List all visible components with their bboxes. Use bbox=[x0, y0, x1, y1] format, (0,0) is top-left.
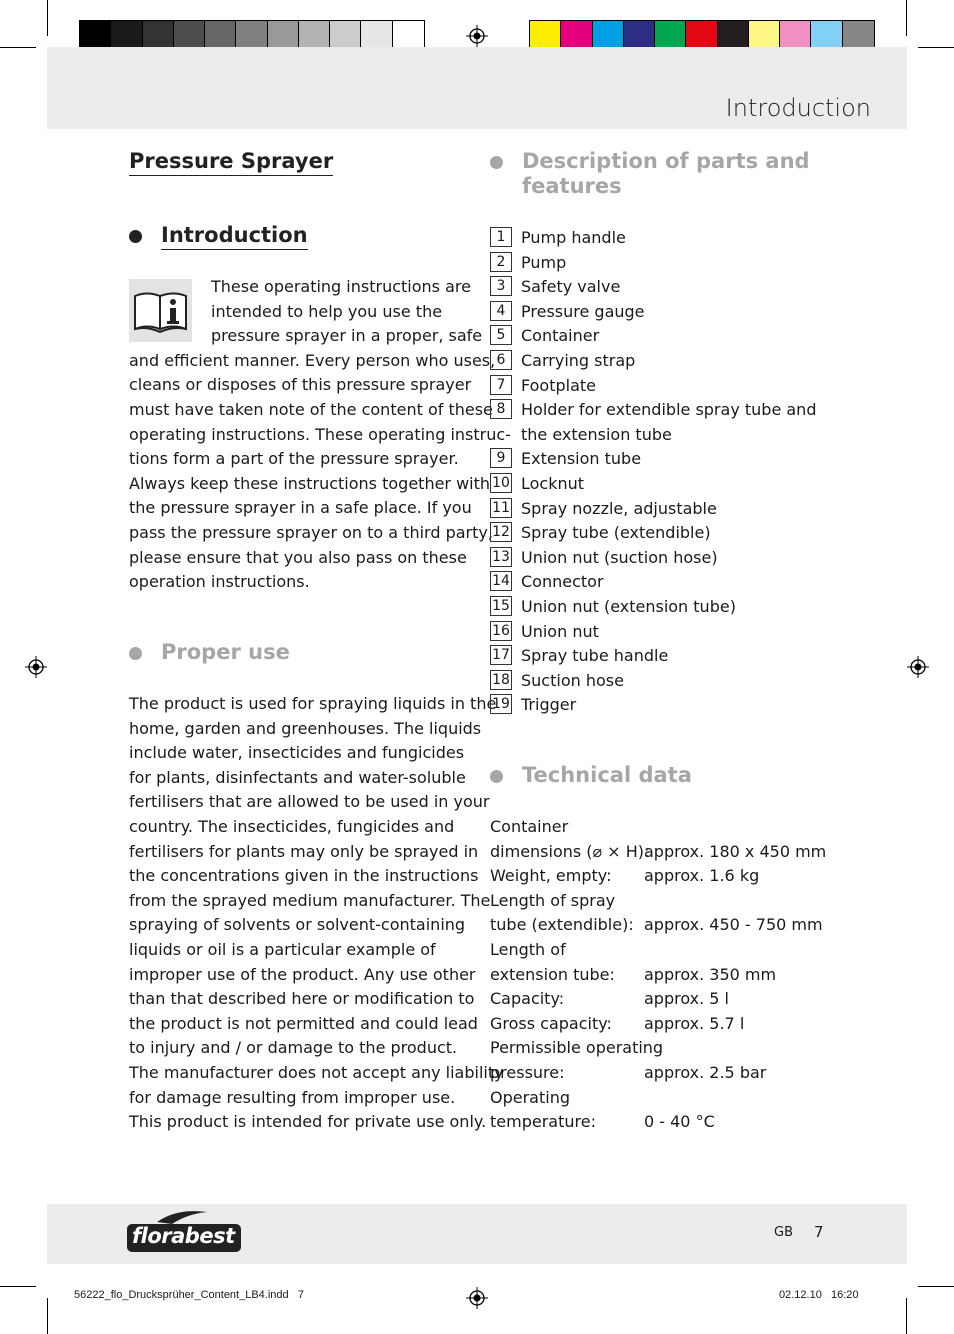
part-number: 11 bbox=[490, 498, 512, 518]
parts-heading-line: Description of parts and bbox=[522, 149, 810, 173]
registration-mark-icon bbox=[907, 656, 929, 678]
part-label-line: Spray tube handle bbox=[521, 646, 669, 666]
crop-mark bbox=[906, 1298, 907, 1334]
crop-mark bbox=[0, 1286, 36, 1287]
text-line: fertilisers that are allowed to be used in your bbox=[129, 792, 490, 812]
text-line: These operating instructions are bbox=[211, 277, 471, 296]
text-line: than that described here or modification to bbox=[129, 989, 475, 1009]
text-line: include water, insecticides and fungicides bbox=[129, 743, 465, 763]
tech-key: Capacity: bbox=[490, 989, 565, 1009]
text-line: for plants, disinfectants and water-soluble bbox=[129, 767, 466, 787]
color-swatch bbox=[393, 21, 424, 49]
color-swatch bbox=[561, 21, 592, 49]
tech-value: approx. 180 x 450 mm bbox=[644, 841, 827, 861]
crop-mark bbox=[906, 0, 907, 36]
table-row bbox=[490, 963, 826, 988]
text-line: Always keep these instructions together with bbox=[129, 473, 491, 493]
part-label bbox=[521, 324, 599, 349]
text-line: pass the pressure sprayer on to a third party, bbox=[129, 522, 493, 542]
page-title: Introduction bbox=[725, 94, 871, 122]
text-line: from the sprayed medium manufacturer. The bbox=[129, 890, 491, 910]
table-row bbox=[490, 815, 826, 840]
table-row bbox=[490, 1036, 826, 1061]
color-swatch bbox=[330, 21, 361, 49]
crop-mark bbox=[47, 0, 48, 36]
part-number: 15 bbox=[490, 596, 512, 616]
list-item bbox=[490, 521, 816, 546]
color-swatch bbox=[686, 21, 717, 49]
part-label-line: Spray tube (extendible) bbox=[521, 523, 711, 543]
part-label bbox=[521, 447, 641, 472]
list-item bbox=[490, 447, 816, 472]
table-row bbox=[490, 913, 826, 938]
color-swatch bbox=[843, 21, 874, 49]
part-label-line: Trigger bbox=[521, 695, 577, 715]
table-row bbox=[490, 840, 826, 865]
part-label-line: Union nut bbox=[521, 621, 599, 641]
color-swatch bbox=[174, 21, 205, 49]
part-label bbox=[521, 374, 596, 399]
crop-mark bbox=[0, 47, 36, 48]
tech-value: 0 - 40 °C bbox=[644, 1112, 715, 1132]
part-number: 10 bbox=[490, 473, 512, 493]
text-line: pressure sprayer in a proper, safe bbox=[211, 326, 483, 346]
color-swatch bbox=[811, 21, 842, 49]
tech-value: approx. 450 - 750 mm bbox=[644, 915, 823, 935]
part-label bbox=[521, 472, 584, 497]
text-line: spraying of solvents or solvent-containing bbox=[129, 915, 466, 935]
text-line: tions form a part of the pressure sprayer. bbox=[129, 449, 459, 469]
part-number: 2 bbox=[490, 252, 512, 272]
list-item bbox=[490, 669, 816, 694]
crop-mark bbox=[918, 47, 954, 48]
tech-key: Container bbox=[490, 817, 569, 836]
text-line: the pressure sprayer in a safe place. If you bbox=[129, 498, 472, 518]
part-number: 14 bbox=[490, 571, 512, 591]
list-item bbox=[490, 472, 816, 497]
text-line: liquids or oil is a particular example of bbox=[129, 939, 436, 959]
part-label bbox=[521, 275, 620, 300]
text-line: cleans or disposes of this pressure sprayer bbox=[129, 375, 472, 395]
part-label-line: Suction hose bbox=[521, 670, 624, 690]
part-label bbox=[521, 620, 599, 645]
product-title: Pressure Sprayer bbox=[129, 149, 333, 176]
part-label bbox=[521, 693, 576, 718]
language-code: GB bbox=[774, 1225, 793, 1240]
part-number: 4 bbox=[490, 301, 512, 321]
brand-logo bbox=[127, 1208, 242, 1254]
part-label-line: Holder for extendible spray tube and bbox=[521, 400, 817, 420]
tech-key: Length of spray bbox=[490, 890, 616, 910]
color-swatch bbox=[80, 21, 111, 49]
part-label-line: Extension tube bbox=[521, 449, 642, 469]
intro-heading: Introduction bbox=[161, 223, 308, 250]
text-line: to injury and / or damage to the product. bbox=[129, 1038, 458, 1058]
part-label-line: Locknut bbox=[521, 473, 585, 493]
tech-key: tube (extendible): bbox=[490, 915, 634, 935]
part-number: 16 bbox=[490, 621, 512, 641]
crop-mark bbox=[918, 1286, 954, 1287]
tech-key: Operating bbox=[490, 1087, 570, 1107]
tech-key: extension tube: bbox=[490, 964, 615, 984]
part-label-line: Carrying strap bbox=[521, 350, 636, 370]
part-label bbox=[521, 300, 645, 325]
table-row bbox=[490, 889, 826, 914]
registration-mark-icon bbox=[466, 25, 488, 47]
part-label bbox=[521, 226, 626, 251]
list-item bbox=[490, 226, 816, 251]
part-number: 5 bbox=[490, 325, 512, 345]
text-line: the product is not permitted and could lead bbox=[129, 1013, 478, 1033]
table-row bbox=[490, 1061, 826, 1086]
table-row bbox=[490, 1086, 826, 1111]
part-label-line: Spray nozzle, adjustable bbox=[521, 498, 717, 518]
text-line: and efficient manner. Every person who uses, bbox=[129, 350, 496, 370]
table-row bbox=[490, 987, 826, 1012]
print-date: 02.12.10 16:20 bbox=[779, 1289, 859, 1301]
color-swatch bbox=[530, 21, 561, 49]
crop-mark bbox=[47, 1298, 48, 1334]
tech-key: Length of bbox=[490, 939, 566, 959]
tech-value: approx. 2.5 bar bbox=[644, 1062, 767, 1082]
text-line: operation instructions. bbox=[129, 572, 310, 592]
part-number: 13 bbox=[490, 547, 512, 567]
part-label bbox=[521, 595, 736, 620]
tech-value: approx. 1.6 kg bbox=[644, 866, 760, 886]
list-item bbox=[490, 374, 816, 399]
color-swatch bbox=[780, 21, 811, 49]
list-item bbox=[490, 546, 816, 571]
part-number: 9 bbox=[490, 448, 512, 468]
bullet-icon bbox=[129, 647, 142, 660]
brand-name: florabest bbox=[132, 1224, 235, 1248]
part-label-line: the extension tube bbox=[521, 424, 672, 444]
part-label-line: Pump handle bbox=[521, 228, 626, 247]
text-line: improper use of the product. Any use other bbox=[129, 964, 476, 984]
part-label-line: Union nut (suction hose) bbox=[521, 547, 718, 567]
part-number: 18 bbox=[490, 670, 512, 690]
list-item bbox=[490, 595, 816, 620]
part-label bbox=[521, 497, 717, 522]
part-number: 12 bbox=[490, 522, 512, 542]
text-line: please ensure that you also pass on these bbox=[129, 547, 467, 567]
tech-key: temperature: bbox=[490, 1112, 596, 1132]
part-label bbox=[521, 644, 668, 669]
part-label-line: Union nut (extension tube) bbox=[521, 596, 736, 616]
part-label-line: Connector bbox=[521, 572, 604, 592]
text-line: home, garden and greenhouses. The liquids bbox=[129, 718, 482, 738]
tech-key: pressure: bbox=[490, 1062, 565, 1082]
part-label bbox=[521, 546, 718, 571]
part-label-line: Pressure gauge bbox=[521, 301, 645, 321]
list-item bbox=[490, 644, 816, 669]
tech-value: approx. 5 l bbox=[644, 989, 729, 1009]
list-item bbox=[490, 324, 816, 349]
part-label bbox=[521, 349, 635, 374]
page-number: 7 bbox=[814, 1223, 824, 1241]
list-item bbox=[490, 275, 816, 300]
color-swatch bbox=[111, 21, 142, 49]
table-row bbox=[490, 1110, 826, 1135]
part-label-line: Footplate bbox=[521, 375, 597, 395]
color-swatch bbox=[236, 21, 267, 49]
table-row bbox=[490, 938, 826, 963]
part-label bbox=[521, 251, 566, 276]
process-color-bar bbox=[529, 20, 875, 50]
part-label bbox=[521, 570, 604, 595]
parts-heading bbox=[522, 149, 810, 199]
part-number: 8 bbox=[490, 399, 512, 419]
text-line: operating instructions. These operating instruc- bbox=[129, 424, 511, 444]
bullet-icon bbox=[490, 770, 503, 783]
list-item bbox=[490, 398, 816, 447]
registration-mark-icon bbox=[25, 656, 47, 678]
text-line: intended to help you use the bbox=[211, 301, 443, 321]
part-number: 19 bbox=[490, 694, 512, 714]
part-label bbox=[521, 669, 624, 694]
part-number: 6 bbox=[490, 350, 512, 370]
text-line: country. The insecticides, fungicides and bbox=[129, 816, 455, 836]
color-swatch bbox=[655, 21, 686, 49]
text-line: fertilisers for plants may only be sprayed in bbox=[129, 841, 479, 861]
text-line: must have taken note of the content of these bbox=[129, 399, 493, 419]
bullet-icon bbox=[490, 156, 503, 169]
file-name: 56222_flo_Drucksprüher_Content_LB4.indd 7 bbox=[74, 1289, 304, 1301]
list-item bbox=[490, 251, 816, 276]
list-item bbox=[490, 349, 816, 374]
text-line: The manufacturer does not accept any liability bbox=[129, 1062, 504, 1082]
list-item bbox=[490, 497, 816, 522]
list-item bbox=[490, 693, 816, 718]
text-line: the concentrations given in the instructions bbox=[129, 866, 479, 886]
tech-value: approx. 350 mm bbox=[644, 964, 777, 984]
text-line: This product is intended for private use only. bbox=[129, 1112, 487, 1132]
text-line: The product is used for spraying liquids in the bbox=[129, 694, 497, 713]
list-item bbox=[490, 620, 816, 645]
color-swatch bbox=[361, 21, 392, 49]
tech-data-table bbox=[490, 815, 826, 1135]
list-item bbox=[490, 570, 816, 595]
part-number: 3 bbox=[490, 276, 512, 296]
registration-mark-icon bbox=[466, 1287, 488, 1309]
proper-use-heading: Proper use bbox=[161, 640, 290, 664]
color-swatch bbox=[718, 21, 749, 49]
color-swatch bbox=[624, 21, 655, 49]
parts-list bbox=[490, 226, 816, 718]
gray-color-bar bbox=[79, 20, 425, 50]
table-row bbox=[490, 864, 826, 889]
tech-value: approx. 5.7 l bbox=[644, 1013, 745, 1033]
color-swatch bbox=[205, 21, 236, 49]
list-item bbox=[490, 300, 816, 325]
tech-key: Weight, empty: bbox=[490, 866, 612, 886]
part-label-line: Container bbox=[521, 326, 600, 346]
part-number: 1 bbox=[490, 227, 512, 247]
color-swatch bbox=[299, 21, 330, 49]
table-row bbox=[490, 1012, 826, 1037]
part-label bbox=[521, 398, 816, 447]
part-number: 17 bbox=[490, 645, 512, 665]
part-label-line: Safety valve bbox=[521, 277, 621, 297]
tech-key: Permissible operating bbox=[490, 1038, 664, 1058]
bullet-icon bbox=[129, 230, 142, 243]
tech-heading: Technical data bbox=[522, 763, 692, 787]
tech-key: Gross capacity: bbox=[490, 1013, 612, 1033]
part-label-line: Pump bbox=[521, 252, 567, 272]
color-swatch bbox=[268, 21, 299, 49]
parts-heading-line: features bbox=[522, 174, 622, 198]
color-swatch bbox=[749, 21, 780, 49]
text-line: for damage resulting from improper use. bbox=[129, 1087, 456, 1107]
color-swatch bbox=[593, 21, 624, 49]
tech-key: dimensions (⌀ × H): bbox=[490, 841, 650, 861]
part-label bbox=[521, 521, 711, 546]
part-number: 7 bbox=[490, 375, 512, 395]
color-swatch bbox=[143, 21, 174, 49]
